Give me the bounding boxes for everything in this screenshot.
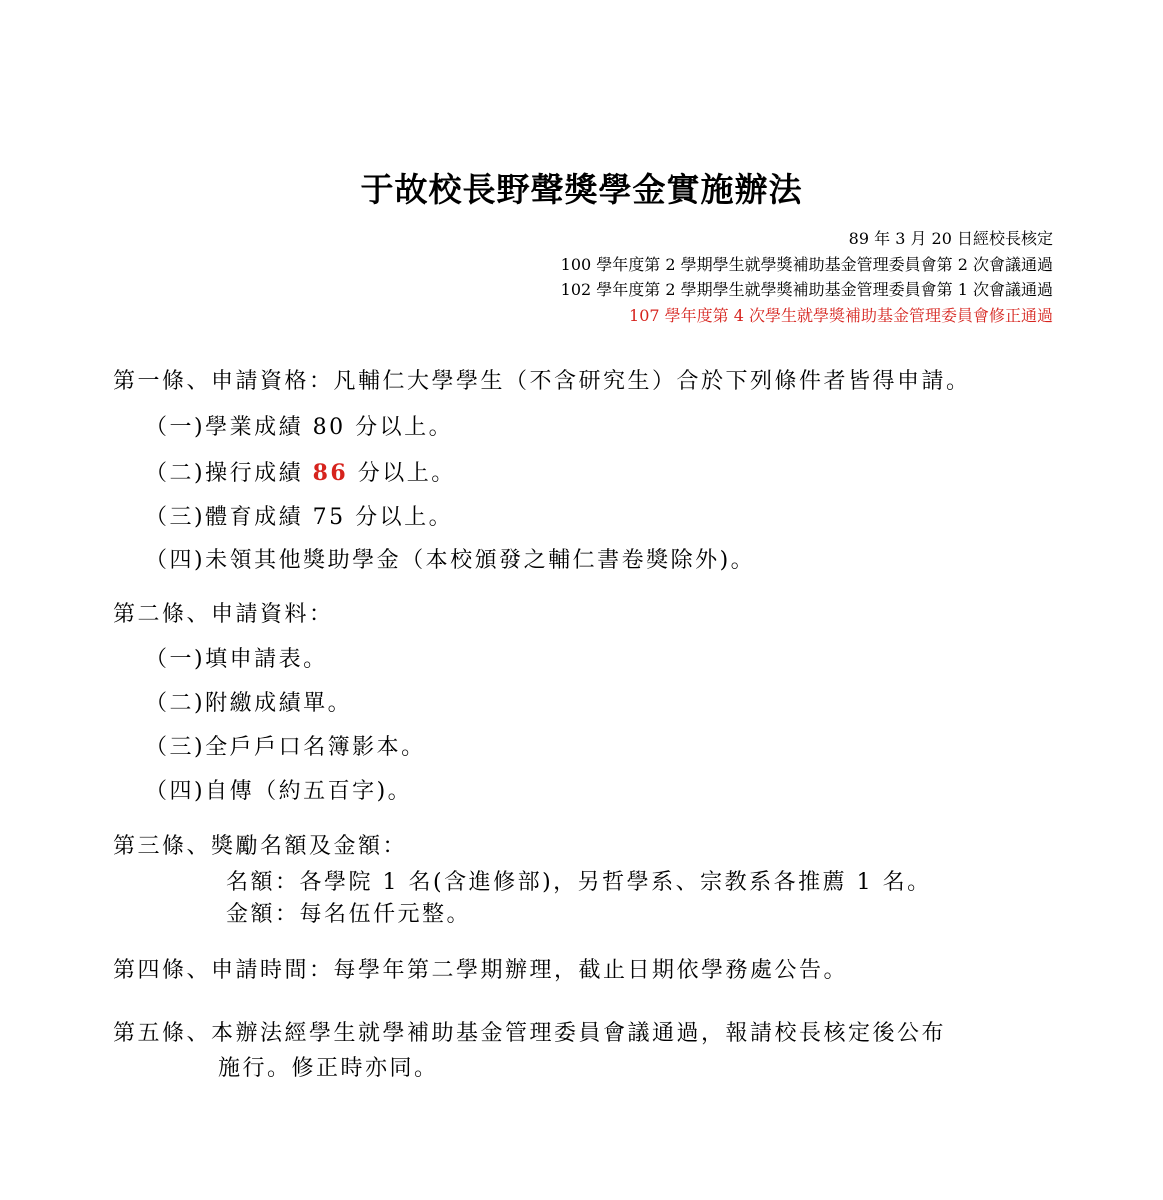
article-5-continuation: 施行。修正時亦同。 xyxy=(218,1056,439,1081)
history-line-approval: 89 年 3 月 20 日經校長核定 xyxy=(848,229,1053,248)
article-2-item-4: （四)自傳（約五百字)。 xyxy=(145,779,413,804)
article-1-item-1: （一)學業成績 80 分以上。 xyxy=(145,415,454,440)
conduct-score-highlight: 86 xyxy=(312,460,349,486)
article-1-item-2 xyxy=(145,458,456,489)
article-1-heading: 第一條、申請資格：凡輔仁大學學生（不含研究生）合於下列條件者皆得申請。 xyxy=(113,369,971,394)
article-1-item-4: （四)未領其他獎助學金（本校頒發之輔仁書卷獎除外)。 xyxy=(145,548,756,573)
article-3-quota-line: 名額：各學院 1 名(含進修部)，另哲學系、宗教系各推薦 1 名。 xyxy=(226,870,932,895)
article-1-item-2-suffix: 分以上。 xyxy=(348,461,456,486)
history-line-107-revision: 107 學年度第 4 次學生就學獎補助基金管理委員會修正通過 xyxy=(629,305,1053,325)
article-2-item-3: （三)全戶戶口名簿影本。 xyxy=(145,735,426,760)
history-line-102: 102 學年度第 2 學期學生就學獎補助基金管理委員會第 1 次會議通過 xyxy=(560,280,1053,299)
history-line-100: 100 學年度第 2 學期學生就學獎補助基金管理委員會第 2 次會議通過 xyxy=(560,254,1053,274)
article-2-item-2: （二)附繳成績單。 xyxy=(145,691,353,716)
article-2-item-1: （一)填申請表。 xyxy=(145,647,328,672)
document-title: 于故校長野聲獎學金實施辦法 xyxy=(360,170,803,209)
article-1-item-2-label: （二)操行成績 xyxy=(145,461,313,486)
article-4-heading: 第四條、申請時間：每學年第二學期辦理，截止日期依學務處公告。 xyxy=(113,958,849,983)
article-3-heading: 第三條、獎勵名額及金額： xyxy=(113,834,408,859)
article-3-amount-line: 金額：每名伍仟元整。 xyxy=(226,902,472,927)
amendment-history xyxy=(561,226,1053,328)
article-5-heading: 第五條、本辦法經學生就學補助基金管理委員會議通過，報請校長核定後公布 xyxy=(113,1021,947,1046)
article-2-heading: 第二條、申請資料： xyxy=(113,602,334,627)
article-1-item-3: （三)體育成績 75 分以上。 xyxy=(145,505,454,530)
